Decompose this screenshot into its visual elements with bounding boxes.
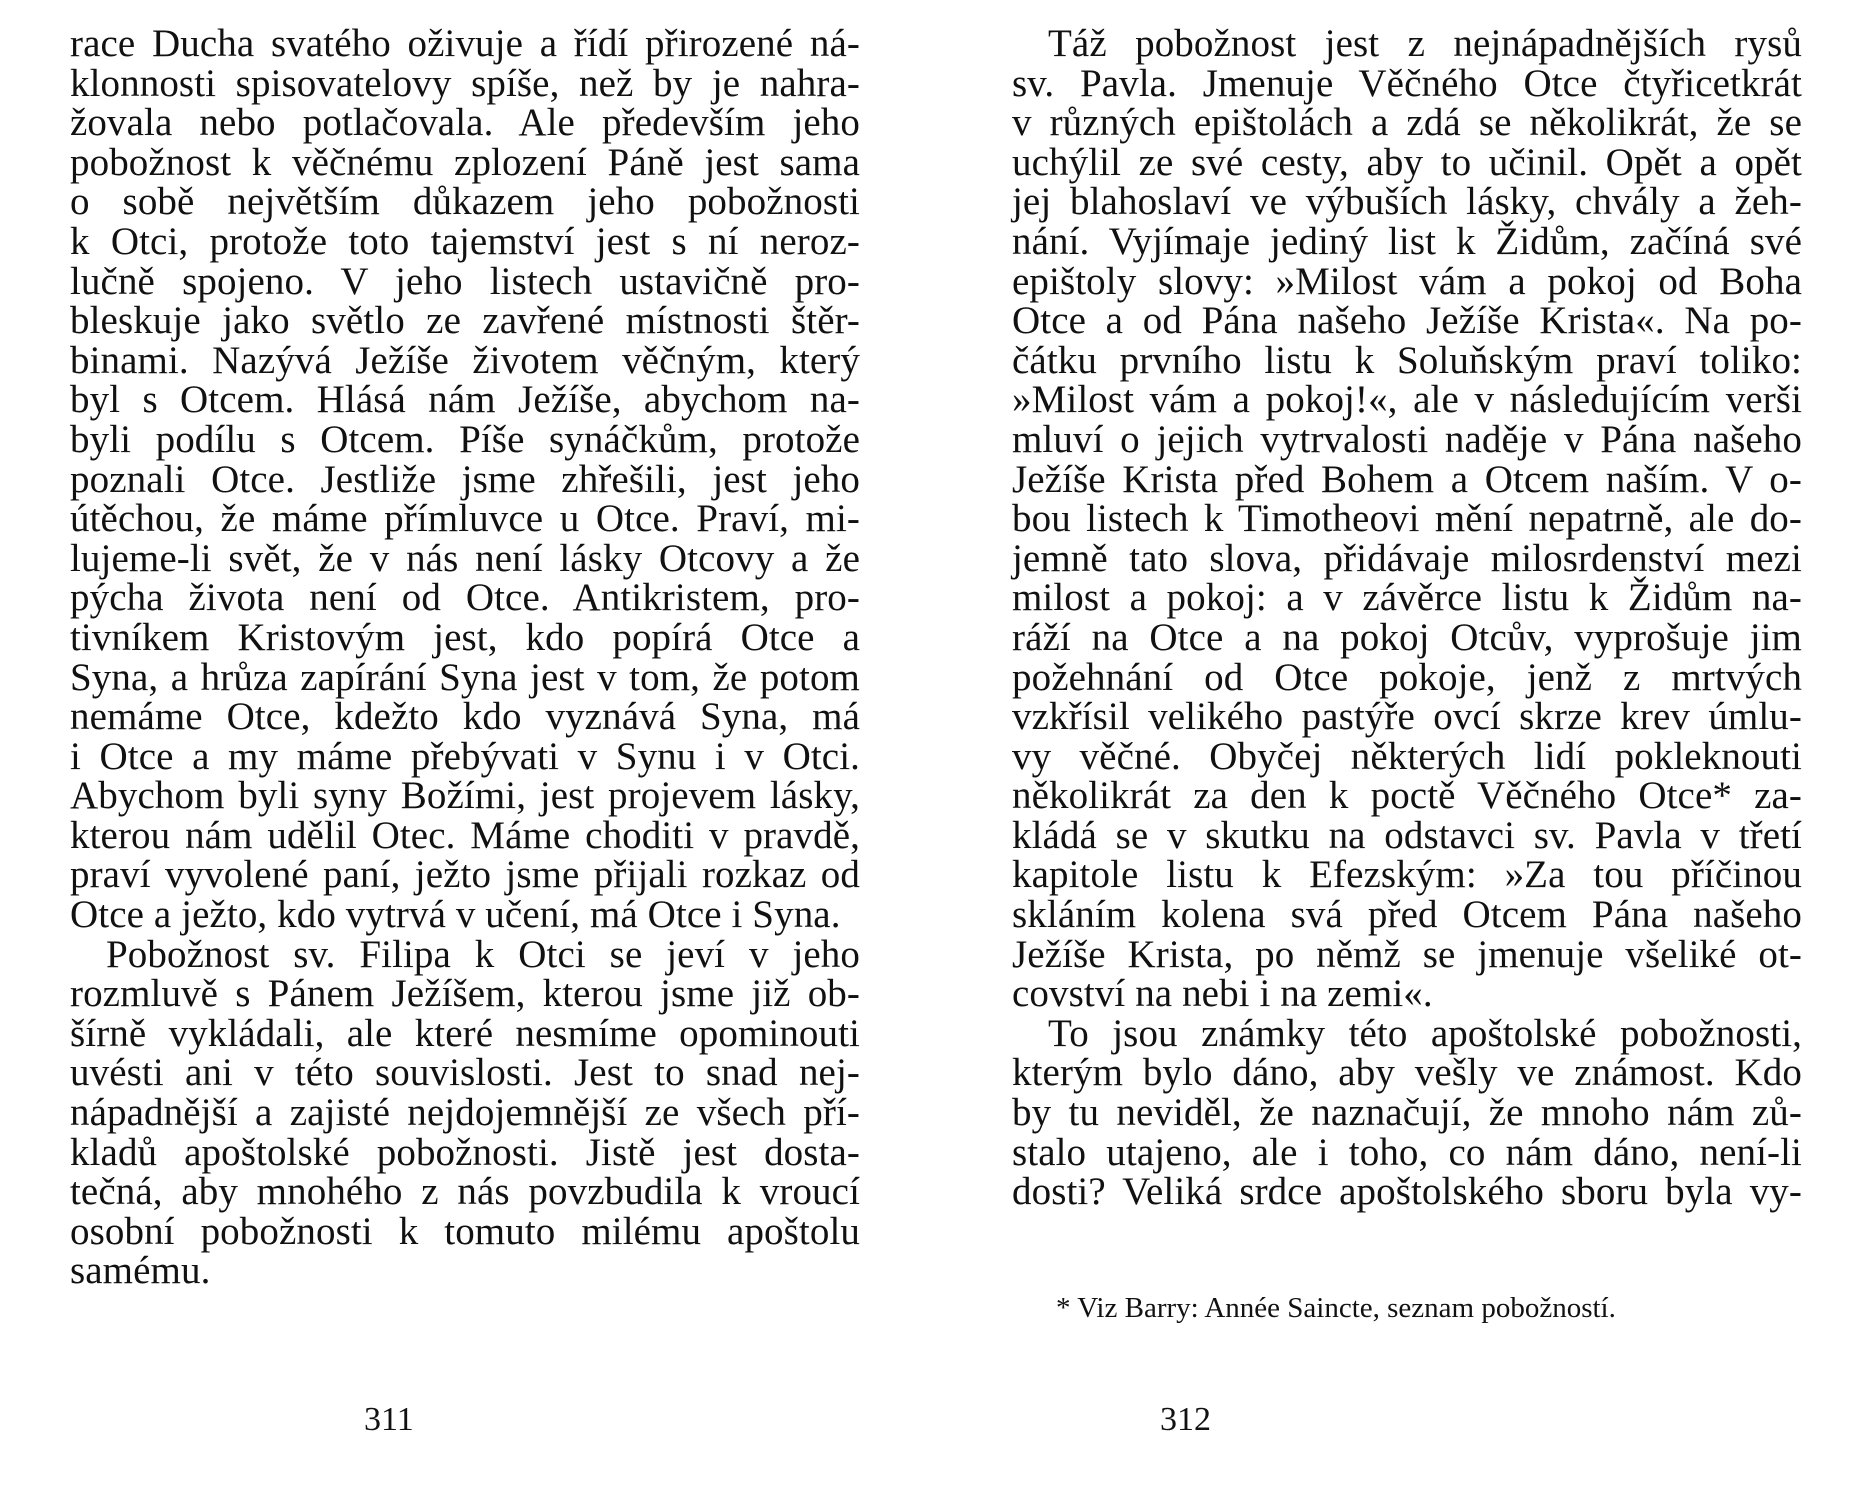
text-line: vy věčné. Obyčej některých lidí pokleknouti	[1012, 734, 1802, 778]
text-line: pobožnost k věčnému zplození Páně jest sama	[70, 140, 860, 184]
text-line: Otce a od Pána našeho Ježíše Krista«. Na po-	[1012, 299, 1802, 343]
text-line: poznali Otce. Jestliže jsme zhřešili, jest jeho	[70, 457, 860, 501]
paragraph-start-line: Pobožnost sv. Filipa k Otci se jeví v jeho	[106, 932, 860, 976]
text-line: i Otce a my máme přebývati v Synu i v Otci.	[70, 734, 860, 778]
text-line: bou listech k Timotheovi mění nepatrně, ale do-	[1012, 497, 1802, 541]
text-line: o sobě největším důkazem jeho pobožnosti	[70, 180, 860, 224]
text-line: Abychom byli syny Božími, jest projevem lásky,	[70, 774, 860, 818]
text-line: osobní pobožnosti k tomuto milému apoštolu	[70, 1209, 860, 1253]
text-line: Syna, a hrůza zapírání Syna jest v tom, že potom	[70, 655, 860, 699]
text-line: kládá se v skutku na odstavci sv. Pavla v třetí	[1012, 813, 1802, 857]
text-line: sv. Pavla. Jmenuje Věčného Otce čtyřicetkrát	[1012, 61, 1802, 105]
text-line: šírně vykládali, ale které nesmíme opominouti	[70, 1011, 860, 1055]
text-line: klonnosti spisovatelovy spíše, než by je nahra-	[70, 61, 860, 105]
text-line: skláním kolena svá před Otcem Pána našeho	[1012, 893, 1802, 937]
text-line: rozmluvě s Pánem Ježíšem, kterou jsme již ob-	[70, 972, 860, 1016]
text-line: několikrát za den k poctě Věčného Otce* za-	[1012, 774, 1802, 818]
text-line: v různých epištolách a zdá se několikrát, že se	[1012, 101, 1802, 145]
text-line: k Otci, protože toto tajemství jest s ní neroz-	[70, 219, 860, 263]
text-line: ráží na Otce a na pokoj Otcův, vyprošuje jim	[1012, 615, 1802, 659]
text-line: praví vyvolené paní, ježto jsme přijali rozkaz od	[70, 853, 860, 897]
text-line: lučně spojeno. V jeho listech ustavičně pro-	[70, 259, 860, 303]
footnote: * Viz Barry: Année Saincte, seznam pobožností.	[1056, 1292, 1616, 1324]
text-line: by tu neviděl, že naznačují, že mnoho nám zů-	[1012, 1091, 1802, 1135]
text-line: nemáme Otce, kdežto kdo vyznává Syna, má	[70, 695, 860, 739]
text-line: dosti? Veliká srdce apoštolského sboru byla vy-	[1012, 1170, 1802, 1214]
text-line: epištoly slovy: »Milost vám a pokoj od Boha	[1012, 259, 1802, 303]
text-line: bleskuje jako světlo ze zavřené místnosti štěr-	[70, 299, 860, 343]
left-page	[70, 24, 860, 1291]
text-line: byl s Otcem. Hlásá nám Ježíše, abychom na-	[70, 378, 860, 422]
text-line: stalo utajeno, ale i toho, co nám dáno, není-li	[1012, 1130, 1802, 1174]
text-line: kterým bylo dáno, aby vešly ve známost. Kdo	[1012, 1051, 1802, 1095]
left-page-text	[70, 24, 860, 1291]
text-line: kladů apoštolské pobožnosti. Jistě jest dosta-	[70, 1130, 860, 1174]
text-line: »Milost vám a pokoj!«, ale v následujícím verši	[1012, 378, 1802, 422]
paragraph-start-line: Táž pobožnost jest z nejnápadnějších rysů	[1048, 22, 1802, 65]
text-line: lujeme-li svět, že v nás není lásky Otcovy a že	[70, 536, 860, 580]
text-line: Otce a ježto, kdo vytrvá v učení, má Otce i Syna.	[70, 893, 841, 937]
text-line: binami. Nazývá Ježíše životem věčným, který	[70, 338, 860, 382]
text-line: pýcha života není od Otce. Antikristem, pro-	[70, 576, 860, 620]
text-line: kterou nám udělil Otec. Máme choditi v pravdě,	[70, 813, 860, 857]
text-line: tečná, aby mnohého z nás povzbudila k vroucí	[70, 1170, 860, 1214]
text-line: útěchou, že máme přímluvce u Otce. Praví, mi-	[70, 497, 860, 541]
text-line: covství na nebi i na zemi«.	[1012, 972, 1433, 1016]
page-number-right: 312	[1160, 1401, 1211, 1438]
text-line: čátku prvního listu k Soluňským praví toliko:	[1012, 338, 1802, 382]
text-line: byli podílu s Otcem. Píše synáčkům, protože	[70, 417, 860, 461]
text-line: Ježíše Krista před Bohem a Otcem naším. V o-	[1012, 457, 1802, 501]
text-line: race Ducha svatého oživuje a řídí přirozené ná-	[70, 22, 860, 65]
text-line: uchýlil ze své cesty, aby to učinil. Opět a opět	[1012, 140, 1802, 184]
text-line: vzkřísil velikého pastýře ovcí skrze krev úmlu-	[1012, 695, 1802, 739]
right-page	[1012, 22, 1802, 1324]
paragraph-start-line: To jsou známky této apoštolské pobožnosti,	[1048, 1011, 1802, 1055]
text-line: jemně tato slova, přidávaje milosrdenství mezi	[1012, 536, 1802, 580]
text-line: tivníkem Kristovým jest, kdo popírá Otce a	[70, 615, 860, 659]
text-line: nání. Vyjímaje jediný list k Židům, začíná své	[1012, 219, 1802, 263]
text-line: jej blahoslaví ve výbuších lásky, chvály a žeh-	[1012, 180, 1802, 224]
text-line: kapitole listu k Efezským: »Za tou příčinou	[1012, 853, 1802, 897]
text-line: uvésti ani v této souvislosti. Jest to snad nej-	[70, 1051, 860, 1095]
text-line: samému.	[70, 1249, 211, 1293]
text-line: požehnání od Otce pokoje, jenž z mrtvých	[1012, 655, 1802, 699]
text-line: nápadnější a zajisté nejdojemnější ze všech pří-	[70, 1091, 860, 1135]
text-line: Ježíše Krista, po němž se jmenuje všeliké ot-	[1012, 932, 1802, 976]
text-line: milost a pokoj: a v závěrce listu k Židům na-	[1012, 576, 1802, 620]
page-number-left: 311	[364, 1401, 414, 1438]
right-page-text	[1012, 24, 1802, 1212]
text-line: žovala nebo potlačovala. Ale především jeho	[70, 101, 860, 145]
text-line: mluví o jejich vytrvalosti naděje v Pána našeho	[1012, 417, 1802, 461]
